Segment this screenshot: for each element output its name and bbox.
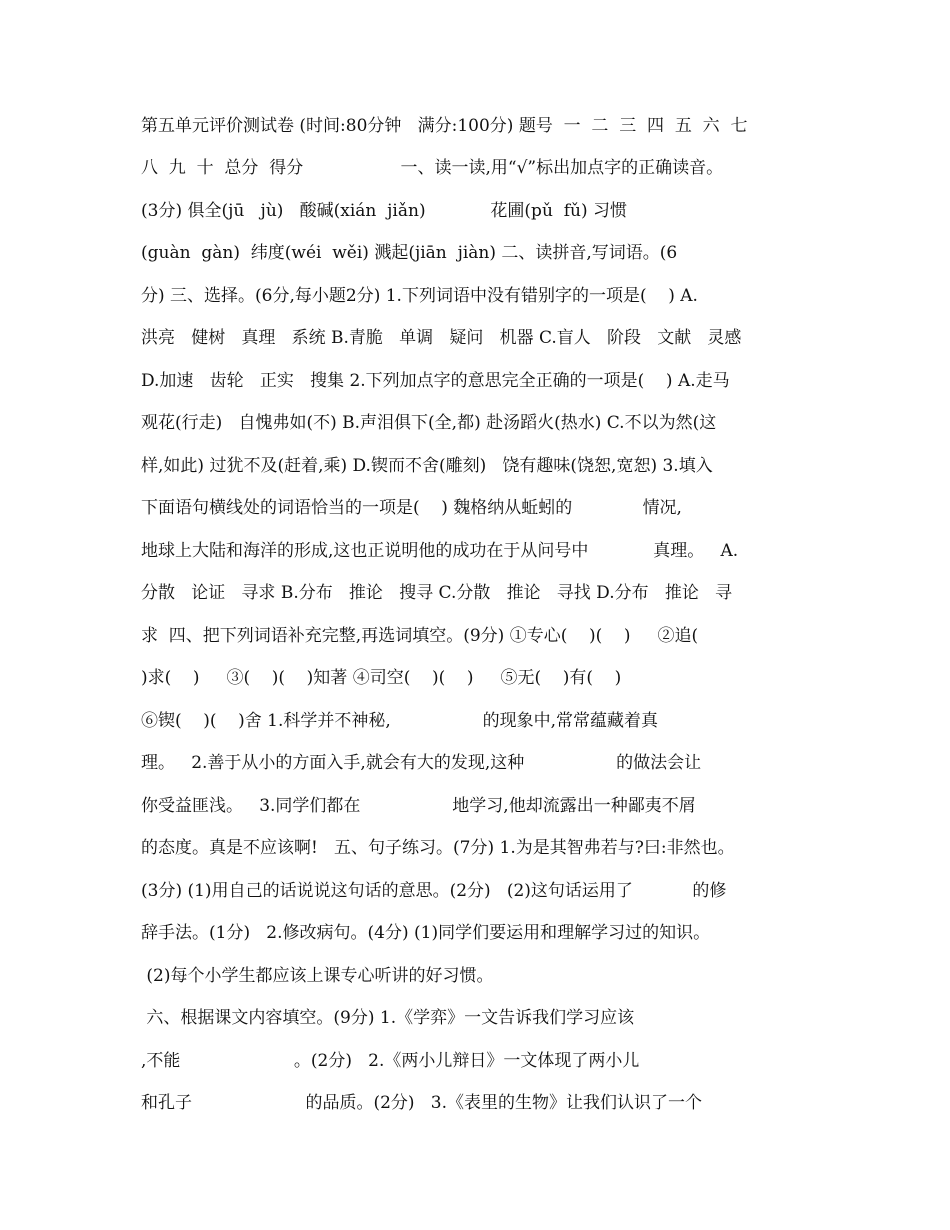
text-line: 八 九 十 总分 得分 一、读一读,用“√”标出加点字的正确读音。	[141, 158, 724, 178]
text-line: 地球上大陆和海洋的形成,这也正说明他的成功在于从问号中 真理。 A.	[141, 541, 739, 561]
text-line: 第五单元评价测试卷 (时间:80分钟 满分:100分) 题号 一 二 三 四 五 六 七	[141, 116, 748, 136]
text-line: (guàn gàn) 纬度(wéi wěi) 溅起(jiān jiàn) 二、读拼音,写词语。(6	[141, 243, 678, 263]
text-line: )求( ) ③( )( )知著 ④司空( )( ) ⑤无( )有( )	[141, 668, 622, 688]
text-line: 理。 2.善于从小的方面入手,就会有大的发现,这种 的做法会让	[141, 753, 702, 773]
text-line: 样,如此) 过犹不及(赶着,乘) D.锲而不舍(雕刻) 饶有趣味(饶恕,宽恕) 3.填入	[141, 456, 713, 476]
text-line: (3分) 俱全(jū jù) 酸碱(xián jiǎn) 花圃(pǔ fǔ) 习惯	[141, 201, 627, 221]
text-line: ,不能 。(2分) 2.《两小儿辩日》一文体现了两小儿	[141, 1051, 640, 1071]
text-line: 的态度。真是不应该啊! 五、句子练习。(7分) 1.为是其智弗若与?曰:非然也。	[141, 838, 735, 858]
text-line: 求 四、把下列词语补充完整,再选词填空。(9分) ①专心( )( ) ②追(	[141, 626, 699, 646]
text-line: 你受益匪浅。 3.同学们都在 地学习,他却流露出一种鄙夷不屑	[141, 796, 696, 816]
text-line: 辞手法。(1分) 2.修改病句。(4分) (1)同学们要运用和理解学习过的知识。	[141, 923, 711, 943]
text-line: 和孔子 的品质。(2分) 3.《表里的生物》让我们认识了一个	[141, 1093, 702, 1113]
text-line: (2)每个小学生都应该上课专心听讲的好习惯。	[141, 966, 494, 986]
text-line: 分散 论证 寻求 B.分布 推论 搜寻 C.分散 推论 寻找 D.分布 推论 寻	[141, 583, 733, 603]
text-line: 下面语句横线处的词语恰当的一项是( ) 魏格纳从蚯蚓的 情况,	[141, 498, 682, 518]
text-line: ⑥锲( )( )舍 1.科学并不神秘, 的现象中,常常蕴藏着真	[141, 711, 659, 731]
text-line: 洪亮 健树 真理 系统 B.青脆 单调 疑问 机器 C.盲人 阶段 文献 灵感	[141, 328, 742, 348]
text-line: 观花(行走) 自愧弗如(不) B.声泪俱下(全,都) 赴汤蹈火(热水) C.不以为然(这	[141, 413, 717, 433]
text-line: D.加速 齿轮 正实 搜集 2.下列加点字的意思完全正确的一项是( ) A.走马	[141, 371, 730, 391]
text-line: 分) 三、选择。(6分,每小题2分) 1.下列词语中没有错别字的一项是( ) A.	[141, 286, 698, 306]
text-line: 六、根据课文内容填空。(9分) 1.《学弈》一文告诉我们学习应该	[141, 1008, 635, 1028]
text-line: (3分) (1)用自己的话说说这句话的意思。(2分) (2)这句话运用了 的修	[141, 881, 727, 901]
